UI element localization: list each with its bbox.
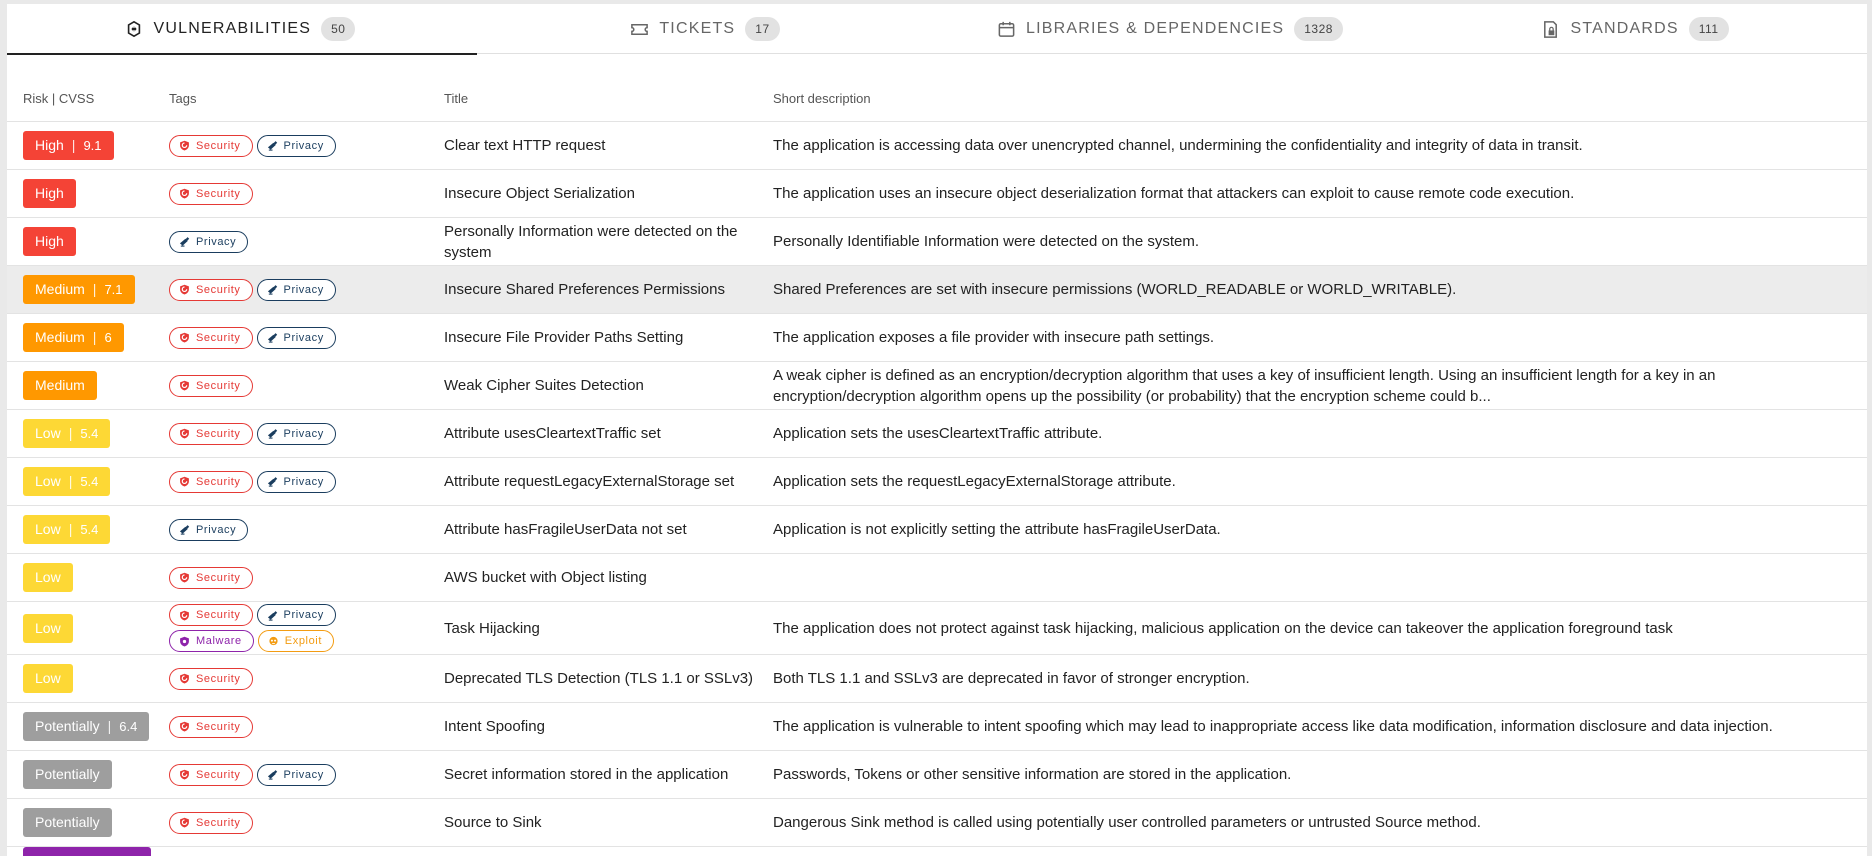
privacy-icon [267,284,278,295]
tag-list [169,716,369,738]
tag-label: Security [196,768,241,781]
ticket-icon [629,19,649,39]
table-row[interactable] [7,554,1867,602]
tab-bar [7,4,1867,54]
tag-label: Security [196,672,241,685]
title-cell: Attribute usesCleartextTraffic set [444,425,661,442]
description-cell: The application is vulnerable to intent spoofing which may lead to inappropriate access like data modification, information disclosure and data injection. [773,718,1773,735]
tag-label: Privacy [283,331,324,344]
standards-lock-icon [1540,19,1560,39]
privacy-tag[interactable] [169,231,248,253]
security-icon [179,284,190,295]
tag-label: Security [196,379,241,392]
risk-cell [7,712,169,741]
tab-vulnerabilities[interactable] [7,4,472,54]
security-icon [179,572,190,583]
tag-label: Privacy [196,235,237,248]
table-row[interactable] [7,847,1867,856]
tag-label: Security [196,427,241,440]
tab-label: LIBRARIES & DEPENDENCIES [1026,20,1285,37]
security-tag[interactable] [169,183,253,205]
risk-badge [23,563,73,592]
cvss-score: 7.1 [104,282,123,297]
risk-level: Low [35,425,61,441]
exploit-tag[interactable] [258,630,334,652]
risk-level: High [35,185,64,201]
tag-label: Privacy [283,283,324,296]
risk-level: Low [35,569,61,585]
privacy-tag[interactable] [169,519,248,541]
title-cell: Insecure Object Serialization [444,185,635,202]
tag-list [169,279,369,301]
risk-cell [7,275,169,304]
privacy-icon [267,428,278,439]
security-icon [179,476,190,487]
security-tag[interactable] [169,135,253,157]
tab-count-badge: 1328 [1294,17,1343,41]
tag-list [169,135,369,157]
risk-badge [23,664,73,693]
risk-cell [7,760,169,789]
tag-label: Security [196,331,241,344]
tags-cell [169,183,444,205]
tags-cell [169,668,444,690]
security-icon [179,140,190,151]
tags-cell [169,567,444,589]
table-row[interactable] [7,218,1867,266]
risk-badge [23,808,112,837]
security-tag[interactable] [169,716,253,738]
tags-cell [169,764,444,786]
tab-libraries-dependencies[interactable] [937,4,1402,54]
cvss-score: 5.4 [80,426,99,441]
tag-list [169,423,369,445]
security-tag[interactable] [169,812,253,834]
table-row[interactable] [7,458,1867,506]
tab-tickets[interactable] [472,4,937,54]
risk-badge [23,179,76,208]
privacy-icon [267,610,278,621]
risk-badge [23,614,73,643]
risk-badge [23,419,110,448]
tag-label: Security [196,816,241,829]
table-row[interactable] [7,751,1867,799]
risk-cell [7,323,169,352]
tag-list [169,471,369,493]
risk-cell [7,371,169,400]
risk-cell [7,614,169,643]
privacy-icon [267,140,278,151]
tab-count-badge: 111 [1689,17,1729,41]
risk-separator: | [92,329,97,345]
cvss-score: 6 [104,330,112,345]
tags-cell [169,812,444,834]
privacy-tag[interactable] [257,764,336,786]
risk-separator: | [68,473,73,489]
risk-cell [7,419,169,448]
risk-badge [23,371,97,400]
risk-level: Low [35,619,61,636]
security-tag[interactable] [169,471,253,493]
risk-level: High [35,137,64,153]
privacy-tag[interactable] [257,471,336,493]
bug-icon [124,19,144,39]
title-cell: AWS bucket with Object listing [444,569,647,586]
risk-cell [7,227,169,256]
title-cell: Task Hijacking [444,619,540,637]
table-row[interactable] [7,266,1867,314]
risk-level: Medium [35,281,85,297]
table-row[interactable] [7,362,1867,410]
risk-cell [7,664,169,693]
tag-label: Exploit [284,635,322,647]
tags-cell [169,231,444,253]
risk-cell [7,847,169,856]
table-row[interactable] [7,122,1867,170]
security-icon [179,610,190,621]
risk-level: Medium [35,329,85,345]
table-row[interactable] [7,602,1867,655]
security-tag[interactable] [169,423,253,445]
risk-separator: | [68,425,73,441]
description-cell: Dangerous Sink method is called using potentially user controlled parameters or untrusted Source method. [773,814,1481,831]
table-row[interactable] [7,410,1867,458]
title-cell: Clear text HTTP request [444,137,606,154]
tag-list [169,375,369,397]
window-left-border [0,0,7,856]
column-header-tags[interactable]: Tags [169,91,197,106]
description-cell: Personally Identifiable Information were detected on the system. [773,233,1200,250]
security-icon [179,721,190,732]
tag-list [169,764,369,786]
tab-label: TICKETS [659,20,736,37]
security-icon [179,332,190,343]
tag-label: Privacy [283,139,324,152]
malware-tag[interactable] [169,630,254,652]
security-tag[interactable] [169,668,253,690]
privacy-icon [179,236,190,247]
table-row[interactable] [7,703,1867,751]
security-icon [179,817,190,828]
description-cell: Shared Preferences are set with insecure permissions (WORLD_READABLE or WORLD_WRITABLE). [773,281,1457,298]
tag-list [169,327,369,349]
privacy-icon [179,524,190,535]
tags-cell [169,135,444,157]
risk-badge [23,712,149,741]
security-icon [179,188,190,199]
tag-label: Privacy [283,768,324,781]
risk-level: Low [35,473,61,489]
risk-separator: | [92,281,97,297]
table-row[interactable] [7,506,1867,554]
risk-badge [23,467,110,496]
title-cell: Intent Spoofing [444,718,545,735]
column-header-risk[interactable]: Risk | CVSS [23,91,95,106]
risk-separator: | [71,137,76,153]
risk-cell [7,808,169,837]
risk-cell [7,179,169,208]
tag-label: Security [196,139,241,152]
column-header-title[interactable]: Title [444,91,469,106]
security-tag[interactable] [169,567,253,589]
title-cell: Insecure Shared Preferences Permissions [444,281,725,298]
description-cell: The application uses an insecure object deserialization format that attackers can exploit to cause remote code execution. [773,185,1575,202]
security-tag[interactable] [169,604,253,626]
description-cell: Both TLS 1.1 and SSLv3 are deprecated in favor of stronger encryption. [773,670,1250,687]
cvss-score: 9.1 [83,138,102,153]
description-cell: The application exposes a file provider with insecure path settings. [773,329,1215,346]
risk-level: Potentially [35,814,100,830]
tag-label: Privacy [283,609,324,621]
tag-list [169,567,369,589]
title-cell: Attribute hasFragileUserData not set [444,521,687,538]
tag-list [169,519,369,541]
security-tag[interactable] [169,764,253,786]
column-header-description[interactable]: Short description [773,91,871,106]
risk-badge [23,131,114,160]
tags-cell [169,604,444,652]
description-cell: Application sets the requestLegacyExternalStorage attribute. [773,473,1176,490]
risk-level: Potentially [35,766,100,782]
tag-label: Security [196,609,241,621]
security-icon [179,428,190,439]
tags-cell [169,327,444,349]
security-tag[interactable] [169,375,253,397]
risk-separator: | [107,718,112,734]
risk-badge [23,275,135,304]
risk-level: High [35,233,64,249]
risk-separator: | [68,521,73,537]
security-tag[interactable] [169,327,253,349]
tag-label: Privacy [283,427,324,440]
risk-level: Low [35,521,61,537]
privacy-tag[interactable] [257,423,336,445]
tag-list [169,604,369,652]
vulnerabilities-table [7,76,1867,856]
description-cell: Application is not explicitly setting the attribute hasFragileUserData. [773,521,1221,538]
tags-cell [169,716,444,738]
tag-label: Security [196,475,241,488]
title-cell: Attribute requestLegacyExternalStorage set [444,473,735,490]
table-body [7,122,1867,856]
privacy-tag[interactable] [257,604,336,626]
risk-badge [23,760,112,789]
risk-badge [23,515,110,544]
tab-count-badge: 50 [321,17,355,41]
description-cell: A weak cipher is defined as an encryption/decryption algorithm that uses a key of insufficient length. Using an insufficient length for a key in an encryption/decryption algorithm opens up the possibility (or probability) that the encryption scheme could b... [773,366,1716,405]
tags-cell [169,375,444,397]
privacy-tag[interactable] [257,327,336,349]
exploit-icon [268,636,279,647]
cvss-score: 5.4 [80,474,99,489]
risk-level: Medium [35,377,85,393]
risk-badge [23,227,76,256]
security-tag[interactable] [169,279,253,301]
tag-label: Security [196,283,241,296]
malware-icon [179,636,190,647]
title-cell: Personally Information were detected on the system [444,222,738,261]
cvss-score: 6.4 [119,719,138,734]
tag-list [169,668,369,690]
table-row[interactable] [7,170,1867,218]
tag-label: Security [196,720,241,733]
security-icon [179,673,190,684]
risk-level: Low [35,670,61,686]
tab-label: VULNERABILITIES [153,20,312,37]
risk-cell [7,131,169,160]
title-cell: Deprecated TLS Detection (TLS 1.1 or SSLv3) [444,670,754,687]
tags-cell [169,279,444,301]
security-icon [179,380,190,391]
tag-label: Security [196,187,241,200]
security-icon [179,769,190,780]
risk-level: Potentially [35,718,100,734]
tag-list [169,231,369,253]
table-row[interactable] [7,799,1867,847]
description-cell: The application is accessing data over unencrypted channel, undermining the confidentiality and integrity of data in transit. [773,137,1583,154]
privacy-icon [267,476,278,487]
table-row[interactable] [7,314,1867,362]
tag-label: Privacy [283,475,324,488]
privacy-icon [267,769,278,780]
privacy-tag[interactable] [257,135,336,157]
cvss-score: 5.4 [80,522,99,537]
tags-cell [169,519,444,541]
tags-cell [169,471,444,493]
risk-badge [23,323,124,352]
tags-cell [169,423,444,445]
title-cell: Source to Sink [444,814,542,831]
risk-cell [7,515,169,544]
risk-cell [7,563,169,592]
tab-standards[interactable] [1402,4,1867,54]
description-cell: Passwords, Tokens or other sensitive information are stored in the application. [773,766,1292,783]
tag-label: Security [196,571,241,584]
calendar-icon [996,19,1016,39]
title-cell: Weak Cipher Suites Detection [444,377,644,394]
tab-count-badge: 17 [745,17,779,41]
tag-label: Malware [196,635,242,647]
table-header [7,76,1867,122]
window-right-border [1867,0,1872,856]
tab-label: STANDARDS [1570,20,1679,37]
description-cell: Application sets the usesCleartextTraffic attribute. [773,425,1103,442]
tag-label: Privacy [196,523,237,536]
privacy-icon [267,332,278,343]
table-row[interactable] [7,655,1867,703]
tag-list [169,812,369,834]
description-cell: The application does not protect against task hijacking, malicious application on the device can takeover the application foreground task [773,619,1673,637]
tag-list [169,183,369,205]
risk-badge [23,847,151,856]
title-cell: Insecure File Provider Paths Setting [444,329,684,346]
title-cell: Secret information stored in the application [444,766,729,783]
privacy-tag[interactable] [257,279,336,301]
risk-cell [7,467,169,496]
